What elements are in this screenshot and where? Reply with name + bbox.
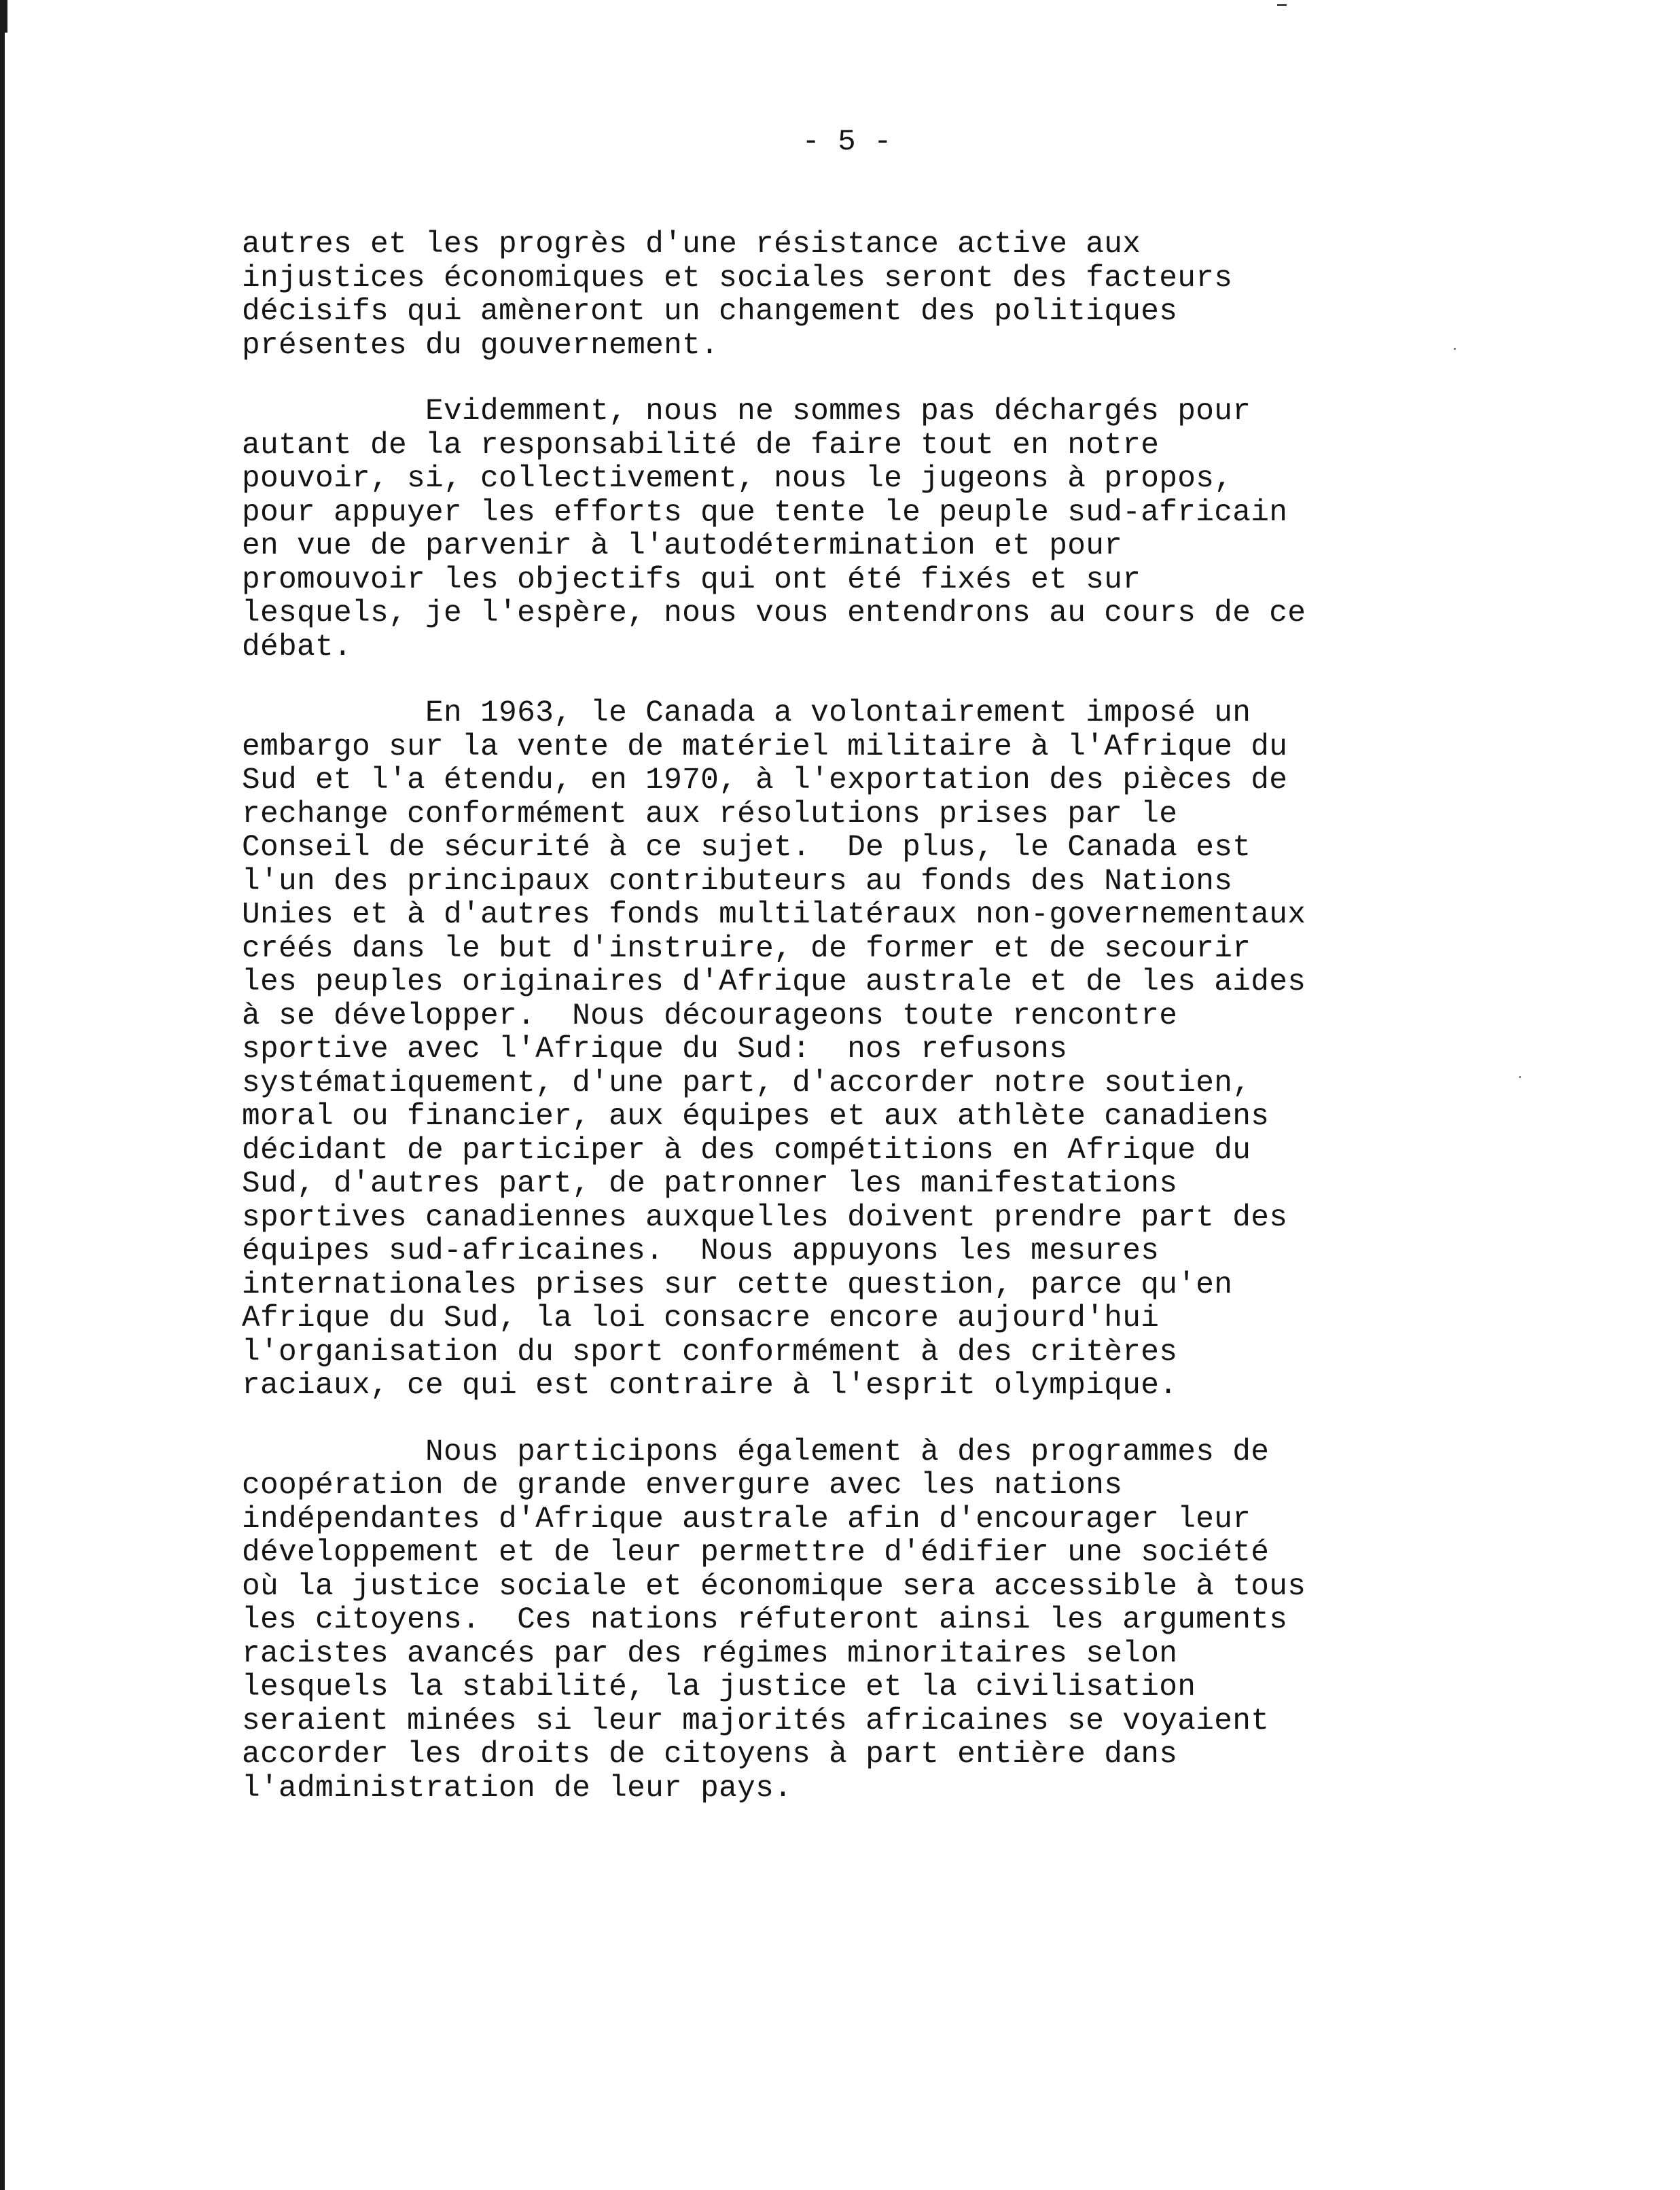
text-line: lesquels, je l'espère, nous vous entendrons au cours de ce	[242, 596, 1306, 630]
text-line: Nous participons également à des programmes de	[242, 1435, 1270, 1469]
text-line: décidant de participer à des compétitions en Afrique du	[242, 1133, 1251, 1168]
text-line: accorder les droits de citoyens à part entière dans	[242, 1738, 1178, 1772]
text-line: autres et les progrès d'une résistance active aux	[242, 228, 1141, 262]
text-line: moral ou financier, aux équipes et aux athlète canadiens	[242, 1100, 1270, 1134]
text-line: seraient minées si leur majorités africaines se voyaient	[242, 1704, 1270, 1738]
paragraph-2	[242, 395, 1533, 664]
text-line: Afrique du Sud, la loi consacre encore aujourd'hui	[242, 1302, 1160, 1335]
text-line: les peuples originaires d'Afrique australe et de les aides	[242, 965, 1306, 999]
text-line: développement et de leur permettre d'édifier une société	[242, 1536, 1270, 1570]
text-line: raciaux, ce qui est contraire à l'esprit olympique.	[242, 1369, 1178, 1403]
text-line: promouvoir les objectifs qui ont été fixés et sur	[242, 562, 1141, 597]
text-line: injustices économiques et sociales seront des facteurs	[242, 261, 1233, 295]
text-line: pour appuyer les efforts que tente le peuple sud-africain	[242, 495, 1288, 530]
text-line: en vue de parvenir à l'autodétermination et pour	[242, 529, 1123, 563]
paragraph-3	[242, 697, 1533, 1403]
text-line: autant de la responsabilité de faire tout en notre	[242, 428, 1160, 463]
text-line: systématiquement, d'une part, d'accorder notre soutien,	[242, 1066, 1251, 1100]
text-line: où la justice sociale et économique sera accessible à tous	[242, 1569, 1306, 1604]
body-text	[242, 228, 1533, 1838]
text-line: pouvoir, si, collectivement, nous le jugeons à propos,	[242, 462, 1233, 496]
text-line: Sud et l'a étendu, en 1970, à l'exportation des pièces de	[242, 764, 1288, 797]
scan-border-left	[0, 0, 5, 2190]
text-line: coopération de grande envergure avec les nations	[242, 1469, 1123, 1503]
text-line: lesquels la stabilité, la justice et la civilisation	[242, 1670, 1196, 1704]
text-line: En 1963, le Canada a volontairement imposé un	[242, 696, 1251, 730]
text-line: à se développer. Nous décourageons toute rencontre	[242, 999, 1178, 1033]
text-line: créés dans le but d'instruire, de former et de secourir	[242, 931, 1251, 966]
text-line: l'organisation du sport conformément à des critères	[242, 1335, 1178, 1369]
text-line: rechange conformément aux résolutions prises par le	[242, 797, 1178, 831]
paragraph-1	[242, 228, 1533, 363]
text-line: indépendantes d'Afrique australe afin d'encourager leur	[242, 1502, 1251, 1537]
paragraph-4	[242, 1436, 1533, 1806]
text-line: débat.	[242, 630, 353, 664]
scan-mark-top	[1277, 4, 1287, 6]
text-line: équipes sud-africaines. Nous appuyons les mesures	[242, 1234, 1160, 1268]
text-line: sportive avec l'Afrique du Sud: nos refusons	[242, 1033, 1068, 1066]
text-line: racistes avancés par des régimes minoritaires selon	[242, 1636, 1178, 1671]
scan-border-notch	[5, 0, 7, 33]
text-line: décisifs qui amèneront un changement des politiques	[242, 295, 1178, 329]
text-line: l'un des principaux contributeurs au fonds des Nations	[242, 864, 1233, 899]
text-line: Unies et à d'autres fonds multilatéraux non-governementaux	[242, 898, 1306, 932]
text-line: les citoyens. Ces nations réfuteront ainsi les arguments	[242, 1603, 1288, 1637]
text-line: Sud, d'autres part, de patronner les manifestations	[242, 1167, 1178, 1201]
page-number: - 5 -	[802, 125, 892, 159]
text-line: sportives canadiennes auxquelles doivent prendre part des	[242, 1200, 1288, 1235]
text-line: Conseil de sécurité à ce sujet. De plus, le Canada est	[242, 831, 1251, 865]
text-line: présentes du gouvernement.	[242, 328, 719, 363]
text-line: Evidemment, nous ne sommes pas déchargés pour	[242, 395, 1251, 429]
text-line: internationales prises sur cette question, parce qu'en	[242, 1268, 1233, 1302]
text-line: embargo sur la vente de matériel militaire à l'Afrique du	[242, 730, 1288, 764]
text-line: l'administration de leur pays.	[242, 1771, 793, 1806]
